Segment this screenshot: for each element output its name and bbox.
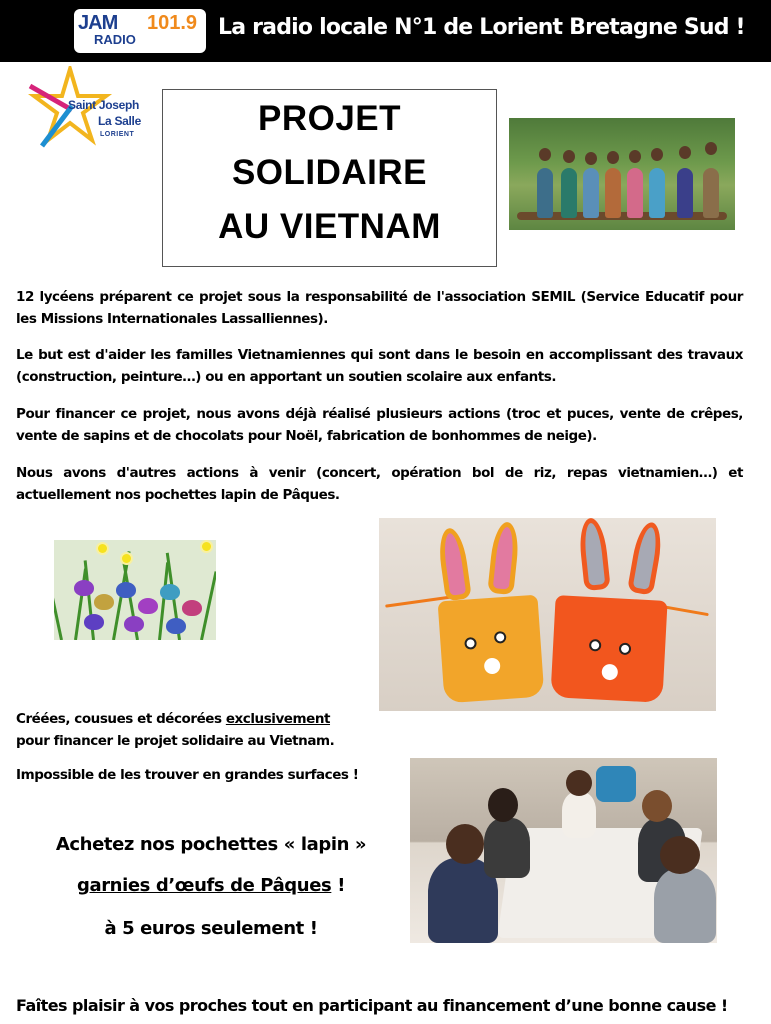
photo-student-head xyxy=(566,770,592,796)
school-logo-line1: Saint Joseph xyxy=(68,98,140,112)
paragraph-upcoming: Nous avons d'autres actions à venir (concert, opération bol de riz, repas vietnamien…) et actuellement nos pochettes lapin de Pâques. xyxy=(16,465,743,503)
photo-child xyxy=(583,168,599,218)
photo-egg xyxy=(124,616,144,632)
photo-sofa xyxy=(596,766,636,802)
bag-ear xyxy=(577,518,610,591)
not-in-stores-line: Impossible de les trouver en grandes surfaces ! xyxy=(16,767,359,783)
title-box xyxy=(162,89,497,267)
easter-eggs-photo xyxy=(54,540,216,640)
title-line2: SOLIDAIRE xyxy=(231,153,428,192)
photo-student xyxy=(562,792,596,838)
photo-child xyxy=(703,168,719,218)
handmade-line xyxy=(16,708,330,730)
banner-tagline: La radio locale N°1 de Lorient Bretagne Sud ! xyxy=(218,15,745,40)
photo-flower xyxy=(202,542,211,551)
students-workshop-photo xyxy=(410,758,717,943)
bunny-bag-orange xyxy=(550,595,667,703)
handmade-text: Créées, cousues et décorées xyxy=(16,711,226,727)
radio-banner xyxy=(0,0,771,62)
photo-egg xyxy=(74,580,94,596)
jam-radio-logo xyxy=(74,9,206,53)
bag-nose xyxy=(484,657,501,674)
photo-egg xyxy=(116,582,136,598)
photo-child xyxy=(561,168,577,218)
photo-child xyxy=(677,168,693,218)
paragraph-project: 12 lycéens préparent ce projet sous la responsabilité de l'association SEMIL (Service Educatif pour les Missions Internationales Lassalliennes). xyxy=(16,289,743,327)
cta-filled-exclaim: ! xyxy=(331,875,346,896)
school-logo xyxy=(28,66,154,156)
bag-ear xyxy=(627,520,665,595)
bag-ear xyxy=(487,521,520,595)
photo-student-head xyxy=(488,788,518,822)
bunny-bags-photo xyxy=(379,518,716,711)
title-line3: AU VIETNAM xyxy=(218,207,441,246)
photo-child xyxy=(649,168,665,218)
bag-nose xyxy=(601,664,618,681)
bunny-bag-yellow xyxy=(438,595,545,704)
photo-flower xyxy=(122,554,131,563)
photo-child xyxy=(605,168,621,218)
photo-flower xyxy=(98,544,107,553)
exclusively-underlined: exclusivement xyxy=(225,711,331,727)
photo-student xyxy=(484,818,530,878)
photo-egg xyxy=(166,618,186,634)
photo-child-head xyxy=(585,152,597,165)
photo-child-head xyxy=(651,148,663,161)
footer-message: Faîtes plaisir à vos proches tout en participant au financement d’une bonne cause ! xyxy=(16,996,728,1015)
title-line1: PROJET xyxy=(257,99,402,138)
photo-child-head xyxy=(629,150,641,163)
photo-student-head xyxy=(642,790,672,822)
photo-child-head xyxy=(607,151,619,164)
paragraph-goal: Le but est d'aider les familles Vietnamiennes qui sont dans le besoin en accomplissant des travaux (construction, peinture…) ou en apportant un soutien scolaire aux enfants. xyxy=(16,347,743,385)
vietnam-children-photo xyxy=(509,118,735,230)
school-logo-line2: La Salle xyxy=(98,114,141,128)
photo-egg xyxy=(182,600,202,616)
photo-egg xyxy=(84,614,104,630)
funding-purpose-line: pour financer le projet solidaire au Vietnam. xyxy=(16,733,335,749)
photo-child xyxy=(537,168,553,218)
radio-logo-brand: JAM xyxy=(78,12,118,34)
cta-buy-line: Achetez nos pochettes « lapin » xyxy=(55,834,367,855)
photo-egg xyxy=(94,594,114,610)
photo-child-head xyxy=(539,148,551,161)
bag-eye xyxy=(464,637,477,650)
photo-egg xyxy=(160,584,180,600)
school-logo-line3: LORIENT xyxy=(100,131,135,138)
photo-child-head xyxy=(563,150,575,163)
photo-egg xyxy=(138,598,158,614)
photo-child-head xyxy=(679,146,691,159)
photo-student xyxy=(654,868,716,943)
cta-filled-underlined: garnies d’œufs de Pâques xyxy=(76,875,332,896)
photo-child-head xyxy=(705,142,717,155)
bag-ear xyxy=(436,527,472,602)
radio-logo-sub: RADIO xyxy=(94,32,136,47)
cta-price-line: à 5 euros seulement ! xyxy=(104,918,318,939)
bag-eye xyxy=(619,643,632,656)
photo-grass xyxy=(200,571,216,640)
photo-grass xyxy=(54,581,63,640)
paragraph-funding: Pour financer ce projet, nous avons déjà réalisé plusieurs actions (troc et puces, vente de crêpes, vente de sapins et de chocolats pour Noël, fabrication de bonhommes de neige). xyxy=(16,406,743,444)
cta-filled-line xyxy=(16,875,406,896)
bag-eye xyxy=(494,631,507,644)
radio-logo-frequency: 101.9 xyxy=(147,12,198,34)
photo-student-head xyxy=(660,836,700,874)
photo-child xyxy=(627,168,643,218)
photo-student-head xyxy=(446,824,484,864)
bag-eye xyxy=(589,639,602,652)
